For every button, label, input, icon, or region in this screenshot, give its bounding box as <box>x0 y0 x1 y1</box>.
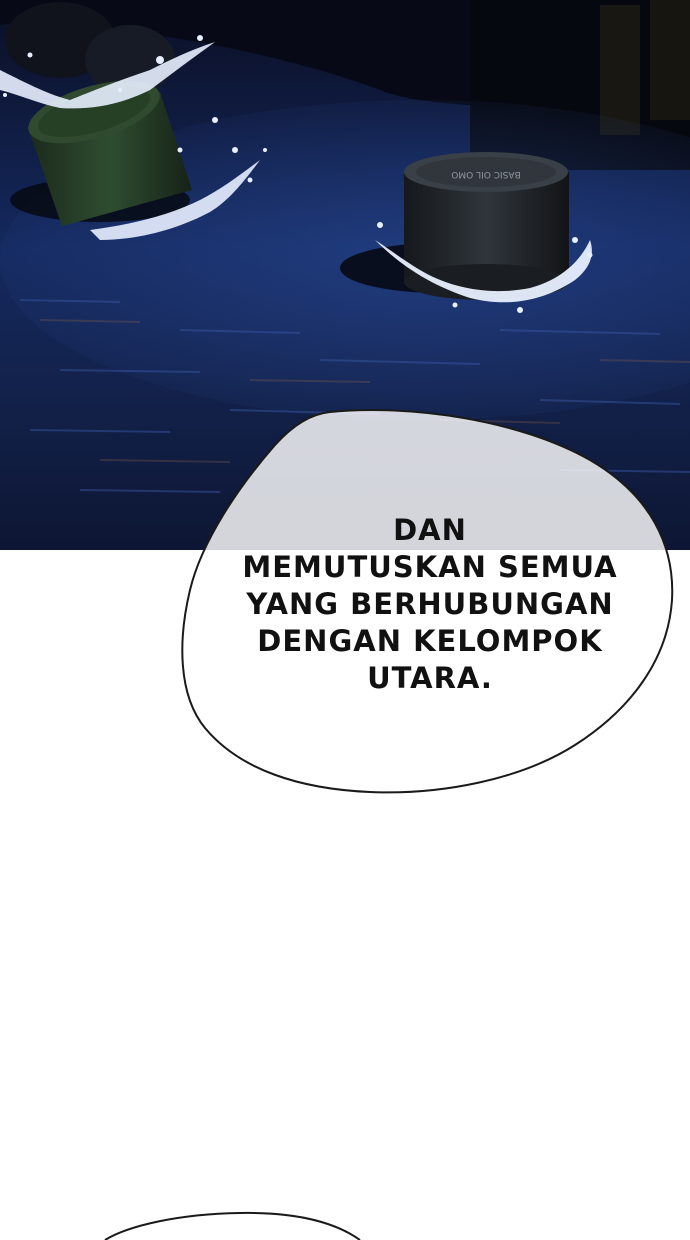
speech-line-2: MEMUTUSKAN SEMUA <box>242 550 618 584</box>
speech-bubble-text <box>205 512 655 697</box>
speech-line-4: DENGAN KELOMPOK <box>257 624 603 658</box>
speech-line-5: UTARA. <box>367 661 493 695</box>
speech-line-1: DAN <box>393 513 467 547</box>
speech-line-3: YANG BERHUBUNGAN <box>246 587 614 621</box>
barrel-label: BASIC OIL OMO <box>451 169 521 179</box>
speech-bubble-partial <box>105 1213 360 1240</box>
